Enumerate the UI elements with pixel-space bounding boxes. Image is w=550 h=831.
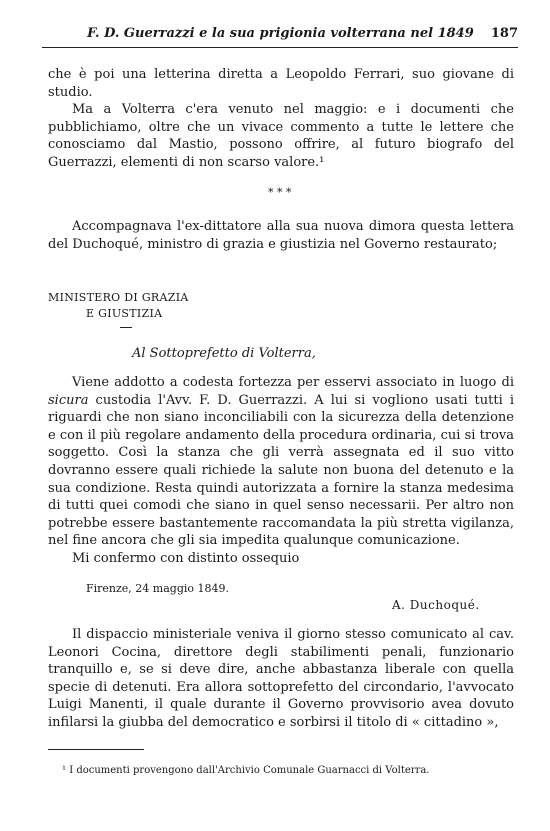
- letter-signature: A. Duchoqué.: [392, 598, 480, 612]
- paragraph-1: che è poi una letterina diretta a Leopoldo Ferrari, suo giovane di studio.: [48, 67, 514, 100]
- paragraph-4: Il dispaccio ministeriale veniva il giorno stesso comunicato al cav. Leonori Cocina, direttore degli stabilimenti penali, funzionario tranquillo e, se si deve dire, anche abbastanza liberale con quella specie di detenuti. Era allora sottoprefetto del circondario, l'avvocato Luigi Manenti, il quale durante il Governo provvisorio avea dovuto infilarsi la giubba del democratico e sorbirsi il titolo di « cittadino »,: [48, 627, 514, 730]
- letter-date: Firenze, 24 maggio 1849.: [86, 582, 229, 595]
- paragraph-3: Accompagnava l'ex-dittatore alla sua nuova dimora questa lettera del Duchoqué, ministro di grazia e giustizia nel Governo restaurato;: [48, 219, 514, 252]
- text-block-accompany: [48, 218, 514, 253]
- ministry-line-1: MINISTERO DI GRAZIA: [48, 291, 189, 304]
- page-number: 187: [490, 26, 518, 41]
- running-title: F. D. Guerrazzi e la sua prigionia volterrana nel 1849: [87, 26, 474, 41]
- letter-text-start: Viene addotto a codesta fortezza per esservi associato in luogo di: [72, 375, 514, 390]
- footnote: ¹ I documenti provengono dall'Archivio Comunale Guarnacci di Volterra.: [62, 765, 430, 776]
- ministry-line-2: E GIUSTIZIA: [86, 307, 163, 320]
- footnote-rule: [48, 749, 144, 750]
- section-separator: * * *: [268, 186, 292, 199]
- letter-text-rest: custodia l'Avv. F. D. Guerrazzi. A lui si vogliono usati tutti i riguardi che non siano inconciliabili con la sicurezza della detenzione e con il più regolare andamento della procedura ordinaria, cui si trova soggetto. Così la stanza che gli verrà assegnata ed il suo vitto dovranno essere quali richiede la salute non buona del detenuto e la sua condizione. Resta quindi autorizzata a fornire la stanza medesima di tutti quei comodi che siano in quel senso necessarii. Per altro non potrebbe essere bastantemente raccomandata la più stretta vigilanza, nel fine ancora che gli sia impedita qualunque comunicazione.: [48, 392, 514, 549]
- letter-body: [48, 374, 514, 568]
- letter-paragraph: [48, 374, 514, 550]
- paragraph-2: Ma a Volterra c'era venuto nel maggio: e i documenti che pubblichiamo, oltre che un vivace commento a tutte le lettere che conosciamo dal Mastio, possono offrire, al futuro biografo del Guerrazzi, elementi di non scarso valore.¹: [48, 102, 514, 170]
- letter-addressee: Al Sottoprefetto di Volterra,: [132, 346, 316, 361]
- text-block-dispatch: [48, 626, 514, 732]
- header-rule: [42, 47, 518, 48]
- text-block-intro: [48, 66, 514, 172]
- letter-closing: Mi confermo con distinto ossequio: [72, 550, 300, 566]
- running-header: [40, 26, 518, 41]
- letter-text-italic: sicura: [48, 392, 89, 408]
- ministry-heading: [48, 290, 189, 322]
- ministry-dash: [120, 327, 132, 328]
